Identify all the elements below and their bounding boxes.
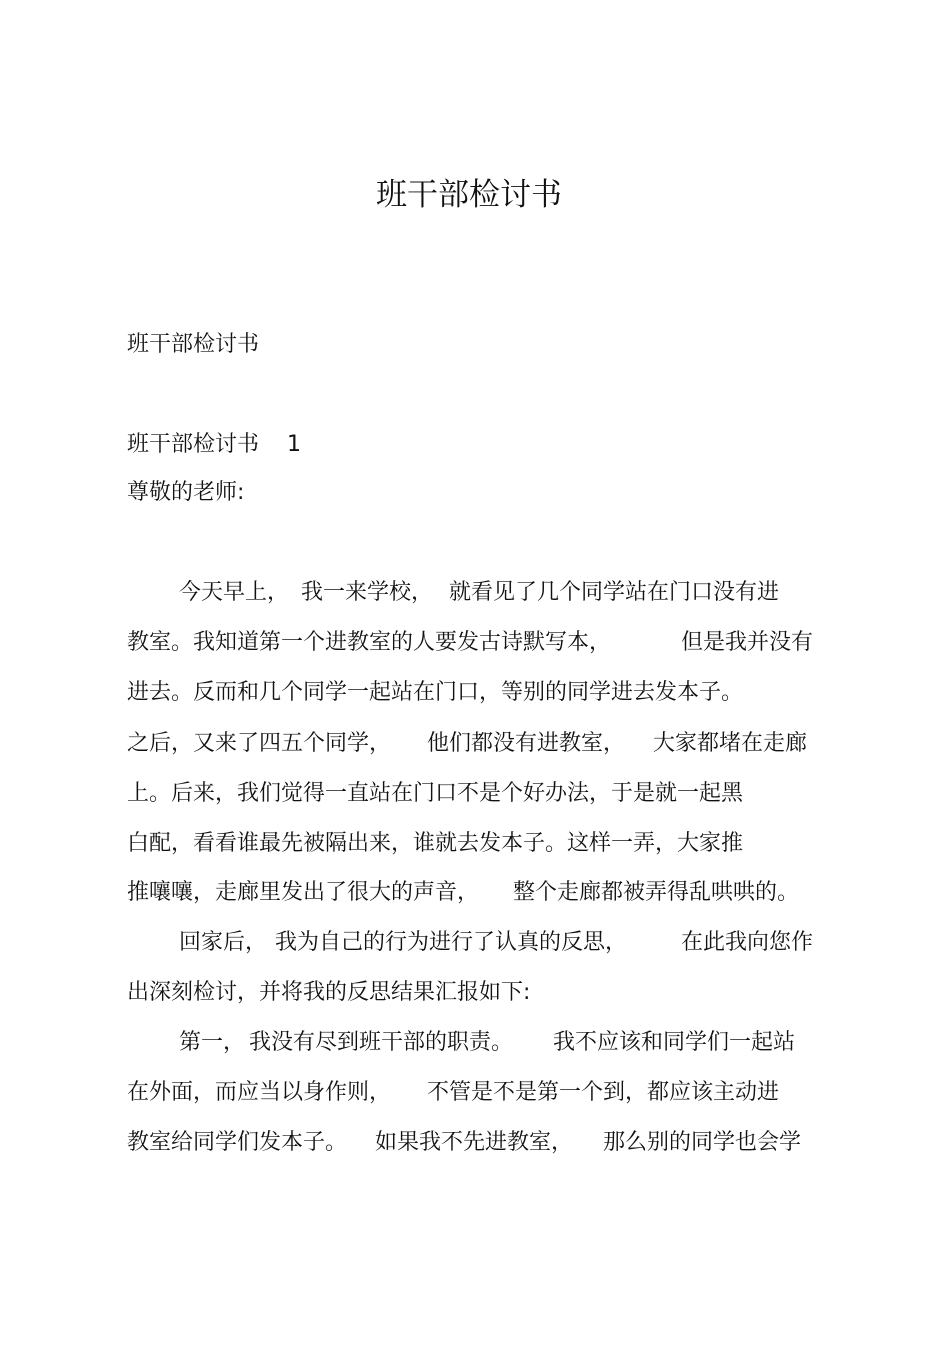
body-segment: 大家都堵在走廊 (653, 731, 808, 756)
section-heading-number: 1 (287, 432, 301, 457)
body-segment: 白配，看看谁最先被隔出来，谁就去发本子。这样一弄，大家推 (127, 831, 744, 856)
body-segment: 今天早上， (179, 580, 290, 605)
body-segment: 第一， (179, 1030, 246, 1055)
body-segment: 那么别的同学也会学 (603, 1130, 802, 1155)
body-segment: 教室给同学们发本子。 (127, 1130, 348, 1155)
body-segment: 出深刻检讨，并将我的反思结果汇报如下: (127, 980, 531, 1005)
body-segment: 推嚷嚷，走廊里发出了很大的声音， (127, 880, 480, 905)
body-segment: 就看见了几个同学站在门口没有进 (449, 580, 780, 605)
body-segment: 回家后， (179, 930, 268, 955)
document-title: 班干部检讨书 (376, 177, 562, 213)
salutation: 尊敬的老师: (127, 480, 245, 505)
body-segment: 我没有尽到班干部的职责。 (249, 1030, 514, 1055)
section-heading-text: 班干部检讨书 (127, 432, 260, 457)
body-segment: 进去。反而和几个同学一起站在门口，等别的同学进去发本子。 (127, 680, 744, 705)
body-segment: 整个走廊都被弄得乱哄哄的。 (513, 880, 800, 905)
body-segment: 如果我不先进教室， (375, 1130, 574, 1155)
body-segment: 在此我向您作 (681, 930, 814, 955)
body-segment: 我为自己的行为进行了认真的反思， (275, 930, 628, 955)
body-segment: 但是我并没有 (681, 630, 814, 655)
body-segment: 之后，又来了四五个同学， (127, 731, 392, 756)
body-segment: 他们都没有进教室， (427, 731, 626, 756)
body-segment: 教室。我知道第一个进教室的人要发古诗默写本， (127, 630, 612, 655)
body-segment: 在外面，而应当以身作则， (127, 1080, 392, 1105)
body-segment: 不管是不是第一个到，都应该主动进 (427, 1080, 780, 1105)
body-segment: 上。后来，我们觉得一直站在门口不是个好办法，于是就一起黑 (127, 781, 744, 806)
body-segment: 我一来学校， (301, 580, 434, 605)
body-segment: 我不应该和同学们一起站 (553, 1030, 796, 1055)
document-subtitle: 班干部检讨书 (127, 332, 260, 357)
